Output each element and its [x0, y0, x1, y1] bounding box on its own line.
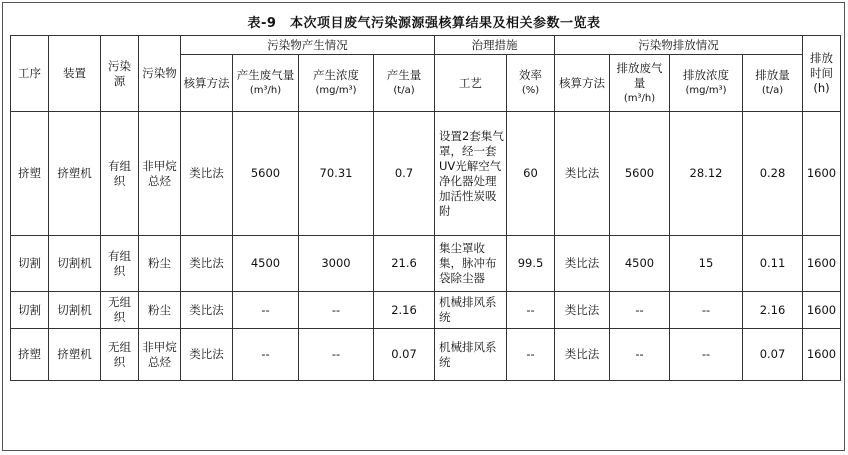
- header-emission-time: 排放时间(h): [803, 36, 841, 112]
- cell-emis-amount: 2.16: [743, 292, 803, 329]
- cell-time: 1600: [803, 329, 841, 381]
- emission-table: [10, 35, 841, 381]
- table-row: [11, 292, 841, 329]
- cell-process: 挤塑: [11, 329, 49, 381]
- cell-prod-gas: --: [233, 292, 299, 329]
- cell-prod-method: 类比法: [181, 292, 233, 329]
- cell-prod-conc: 70.31: [299, 112, 374, 236]
- header-prod-gas: [233, 55, 299, 112]
- cell-pollutant: 粉尘: [139, 292, 181, 329]
- header-treatment-group: 治理措施: [435, 36, 555, 55]
- header-efficiency-unit: (%): [521, 85, 540, 96]
- header-prod-conc-unit: (mg/m³): [315, 85, 357, 96]
- cell-prod-method: 类比法: [181, 236, 233, 292]
- table-title: 表-9 本次项目废气污染源源强核算结果及相关参数一览表: [247, 16, 601, 31]
- cell-tech: 机械排风系统: [435, 329, 507, 381]
- cell-source: 无组织: [101, 329, 139, 381]
- cell-emis-gas: 5600: [610, 112, 670, 236]
- cell-pollutant: 非甲烷总烃: [139, 112, 181, 236]
- header-emis-gas: [610, 55, 670, 112]
- header-process: 工序: [11, 36, 49, 112]
- cell-pollutant: 粉尘: [139, 236, 181, 292]
- header-efficiency-label: 效率: [519, 68, 542, 82]
- cell-prod-amount: 0.7: [374, 112, 435, 236]
- cell-prod-gas: 4500: [233, 236, 299, 292]
- cell-time: 1600: [803, 112, 841, 236]
- cell-device: 挤塑机: [49, 112, 101, 236]
- cell-emis-amount: 0.11: [743, 236, 803, 292]
- cell-efficiency: 60: [507, 112, 555, 236]
- table-row: [11, 236, 841, 292]
- header-emis-amount-label: 排放量: [755, 68, 790, 82]
- cell-process: 切割: [11, 236, 49, 292]
- table-row: [11, 329, 841, 381]
- cell-prod-method: 类比法: [181, 329, 233, 381]
- cell-prod-method: 类比法: [181, 112, 233, 236]
- cell-tech: 设置2套集气罩，经一套UV光解空气净化器处理加活性炭吸附: [435, 112, 507, 236]
- table-row: [11, 112, 841, 236]
- cell-process: 挤塑: [11, 112, 49, 236]
- cell-emis-amount: 0.28: [743, 112, 803, 236]
- cell-source: 有组织: [101, 112, 139, 236]
- header-prod-conc: [299, 55, 374, 112]
- header-prod-amount: [374, 55, 435, 112]
- header-emis-amount: [743, 55, 803, 112]
- header-tech: 工艺: [435, 55, 507, 112]
- cell-emis-gas: --: [610, 292, 670, 329]
- cell-emis-conc: 28.12: [670, 112, 743, 236]
- cell-emis-method: 类比法: [555, 236, 610, 292]
- cell-prod-amount: 21.6: [374, 236, 435, 292]
- cell-efficiency: --: [507, 292, 555, 329]
- cell-prod-gas: 5600: [233, 112, 299, 236]
- header-emis-gas-label: 排放废气量: [616, 60, 663, 90]
- cell-prod-amount: 0.07: [374, 329, 435, 381]
- header-emis-conc-label: 排放浓度: [683, 68, 729, 82]
- cell-source: 有组织: [101, 236, 139, 292]
- cell-source: 无组织: [101, 292, 139, 329]
- header-prod-gas-label: 产生废气量: [236, 68, 295, 82]
- cell-emis-conc: --: [670, 329, 743, 381]
- header-emis-conc-unit: (mg/m³): [685, 85, 727, 96]
- header-emis-method: 核算方法: [555, 55, 610, 112]
- header-device: 装置: [49, 36, 101, 112]
- cell-emis-gas: --: [610, 329, 670, 381]
- cell-tech: 机械排风系统: [435, 292, 507, 329]
- cell-time: 1600: [803, 236, 841, 292]
- header-prod-amount-label: 产生量: [386, 68, 422, 82]
- cell-emis-conc: --: [670, 292, 743, 329]
- header-prod-amount-unit: (t/a): [393, 85, 415, 96]
- cell-emis-gas: 4500: [610, 236, 670, 292]
- cell-emis-method: 类比法: [555, 329, 610, 381]
- header-emission-group: 污染物排放情况: [555, 36, 803, 55]
- header-efficiency: [507, 55, 555, 112]
- header-prod-method: 核算方法: [181, 55, 233, 112]
- header-emis-gas-unit: (m³/h): [623, 92, 656, 104]
- cell-prod-conc: --: [299, 329, 374, 381]
- header-production-group: 污染物产生情况: [181, 36, 435, 55]
- header-prod-gas-unit: (m³/h): [249, 85, 282, 96]
- cell-device: 切割机: [49, 292, 101, 329]
- cell-prod-gas: --: [233, 329, 299, 381]
- cell-device: 挤塑机: [49, 329, 101, 381]
- cell-emis-method: 类比法: [555, 112, 610, 236]
- cell-emis-amount: 0.07: [743, 329, 803, 381]
- cell-emis-method: 类比法: [555, 292, 610, 329]
- cell-pollutant: 非甲烷总烃: [139, 329, 181, 381]
- header-emis-amount-unit: (t/a): [761, 85, 784, 96]
- cell-prod-amount: 2.16: [374, 292, 435, 329]
- cell-efficiency: --: [507, 329, 555, 381]
- cell-emis-conc: 15: [670, 236, 743, 292]
- cell-efficiency: 99.5: [507, 236, 555, 292]
- cell-tech: 集尘罩收集，脉冲布袋除尘器: [435, 236, 507, 292]
- header-prod-conc-label: 产生浓度: [313, 68, 359, 82]
- header-emis-conc: [670, 55, 743, 112]
- cell-process: 切割: [11, 292, 49, 329]
- header-source: 污染源: [101, 36, 139, 112]
- cell-prod-conc: 3000: [299, 236, 374, 292]
- cell-device: 切割机: [49, 236, 101, 292]
- header-pollutant: 污染物: [139, 36, 181, 112]
- cell-prod-conc: --: [299, 292, 374, 329]
- header-row-1: [11, 36, 841, 55]
- cell-time: 1600: [803, 292, 841, 329]
